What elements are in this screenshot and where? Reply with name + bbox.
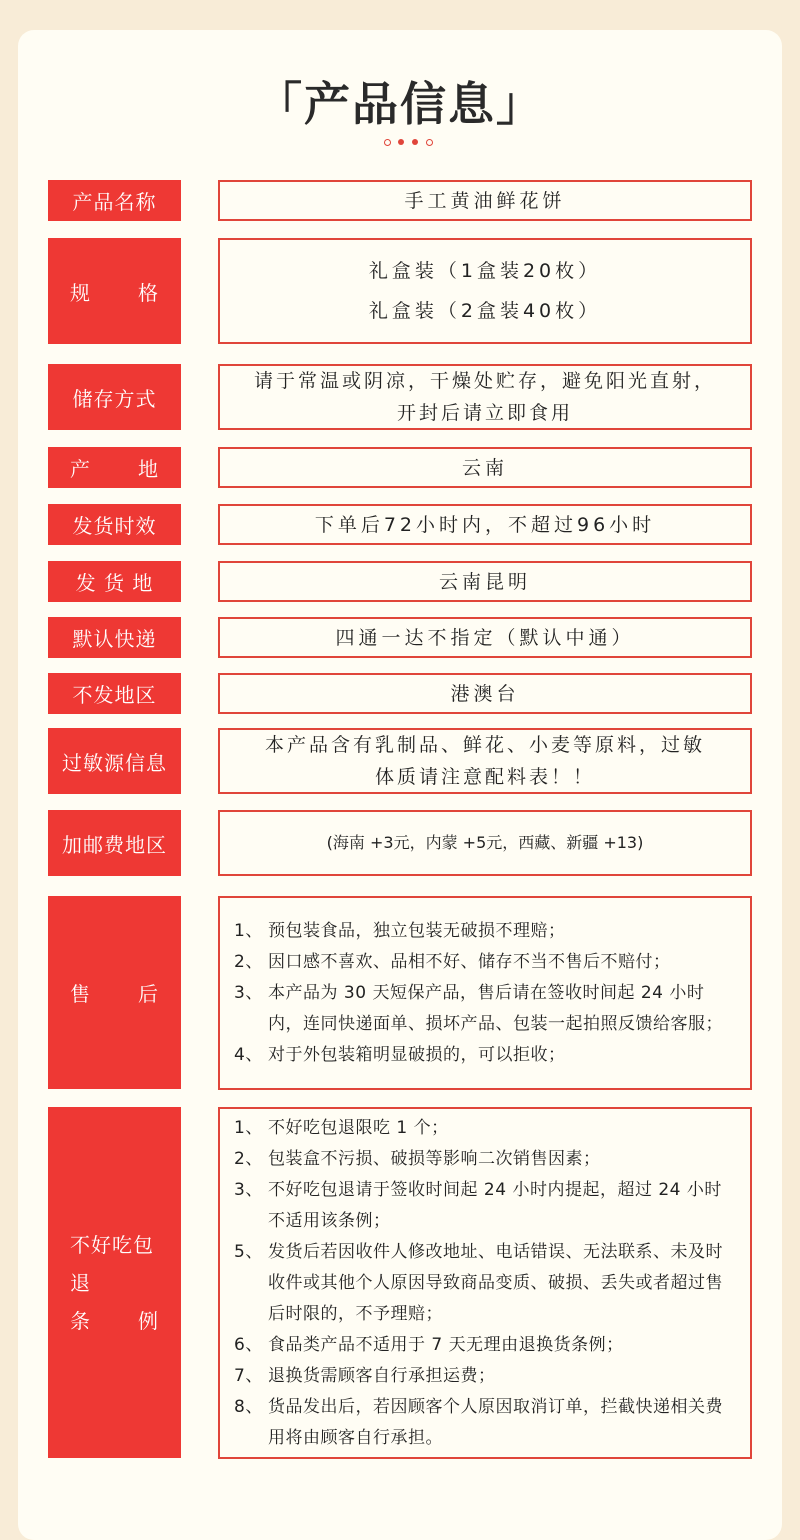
value-after-sale <box>218 896 752 1090</box>
value-allergen <box>218 728 752 794</box>
value-refund-policy <box>218 1107 752 1459</box>
courier-text: 四通一达不指定（默认中通） <box>335 626 635 649</box>
value-courier <box>218 617 752 658</box>
label-spec-char-1: 规 <box>70 280 91 305</box>
label-origin-char-2: 地 <box>138 457 159 481</box>
ship-from-text: 云南昆明 <box>438 570 531 593</box>
dot-filled <box>412 139 418 145</box>
label-after-sale-char-2: 后 <box>138 982 159 1006</box>
dot-outline <box>426 139 433 146</box>
value-spec <box>218 238 752 344</box>
label-refund-policy <box>48 1107 181 1458</box>
label-spec <box>48 238 181 344</box>
list-item: 3、 本产品为 30 天短保产品，售后请在签收时间起 24 小时内，连同快递面单、损坏产品、包装一起拍照反馈给客服； <box>234 982 723 1034</box>
list-item: 4、 对于外包装箱明显破损的，可以拒收； <box>234 1044 566 1065</box>
value-shipping-time <box>218 504 752 545</box>
label-spec-char-2: 格 <box>138 280 159 305</box>
value-product-name <box>218 180 752 221</box>
list-item: 8、 货品发出后，若因顾客个人原因取消订单，拦截快递相关费用将由顾客自行承担。 <box>234 1396 723 1448</box>
label-after-sale <box>48 896 181 1089</box>
shipping-time-text: 下单后72小时内，不超过96小时 <box>314 513 656 536</box>
list-item: 2、 因口感不喜欢、品相不好、储存不当不售后不赔付； <box>234 951 671 972</box>
label-refund-char-1: 条 <box>70 1308 91 1333</box>
list-item: 2、 包装盒不污损、破损等影响二次销售因素； <box>234 1148 601 1169</box>
no-ship-region-text: 港澳台 <box>450 682 520 705</box>
dot-outline <box>384 139 391 146</box>
value-ship-from <box>218 561 752 602</box>
label-refund-line-1: 不好吃包退 <box>70 1232 154 1295</box>
label-storage: 储存方式 <box>48 364 181 430</box>
label-shipping-time: 发货时效 <box>48 504 181 545</box>
list-item: 3、 不好吃包退请于签收时间起 24 小时内提起，超过 24 小时不适用该条例； <box>234 1179 722 1231</box>
allergen-line-2: 体质请注意配料表！！ <box>374 766 595 788</box>
list-item: 5、 发货后若因收件人修改地址、电话错误、无法联系、未及时收件或其他个人原因导致商品变质、破损、丢失或者超过售后时限的，不予理赔； <box>234 1241 723 1324</box>
value-extra-fee <box>218 810 752 876</box>
label-no-ship-region: 不发地区 <box>48 673 181 714</box>
list-item: 1、 不好吃包退限吃 1 个； <box>234 1117 449 1138</box>
spec-line-1: 礼盒装（1盒装20枚） <box>368 260 602 282</box>
allergen-line-1: 本产品含有乳制品、鲜花、小麦等原料，过敏 <box>264 734 705 756</box>
extra-fee-text: (海南 +3元，内蒙 +5元，西藏、新疆 +13) <box>326 833 644 852</box>
title-decoration <box>384 139 434 147</box>
dot-filled <box>398 139 404 145</box>
origin-text: 云南 <box>461 456 508 479</box>
list-item: 7、 退换货需顾客自行承担运费； <box>234 1365 496 1386</box>
storage-line-2: 开封后请立即食用 <box>396 402 573 424</box>
label-product-name: 产品名称 <box>48 180 181 221</box>
product-name-text: 手工黄油鲜花饼 <box>404 189 566 212</box>
label-allergen: 过敏源信息 <box>48 728 181 794</box>
value-origin <box>218 447 752 488</box>
label-extra-fee: 加邮费地区 <box>48 810 181 876</box>
label-refund-char-2: 例 <box>138 1308 159 1333</box>
label-after-sale-char-1: 售 <box>70 982 91 1006</box>
value-storage <box>218 364 752 430</box>
spec-line-2: 礼盒装（2盒装40枚） <box>368 300 602 322</box>
storage-line-1: 请于常温或阴凉，干燥处贮存，避免阳光直射， <box>253 370 716 392</box>
value-no-ship-region <box>218 673 752 714</box>
label-ship-from: 发 货 地 <box>48 561 181 602</box>
list-item: 6、 食品类产品不适用于 7 天无理由退换货条例； <box>234 1334 624 1355</box>
page-title: 「产品信息」 <box>256 77 544 131</box>
list-item: 1、 预包装食品，独立包装无破损不理赔； <box>234 920 566 941</box>
label-courier: 默认快递 <box>48 617 181 658</box>
label-origin-char-1: 产 <box>70 457 91 481</box>
label-origin <box>48 447 181 488</box>
